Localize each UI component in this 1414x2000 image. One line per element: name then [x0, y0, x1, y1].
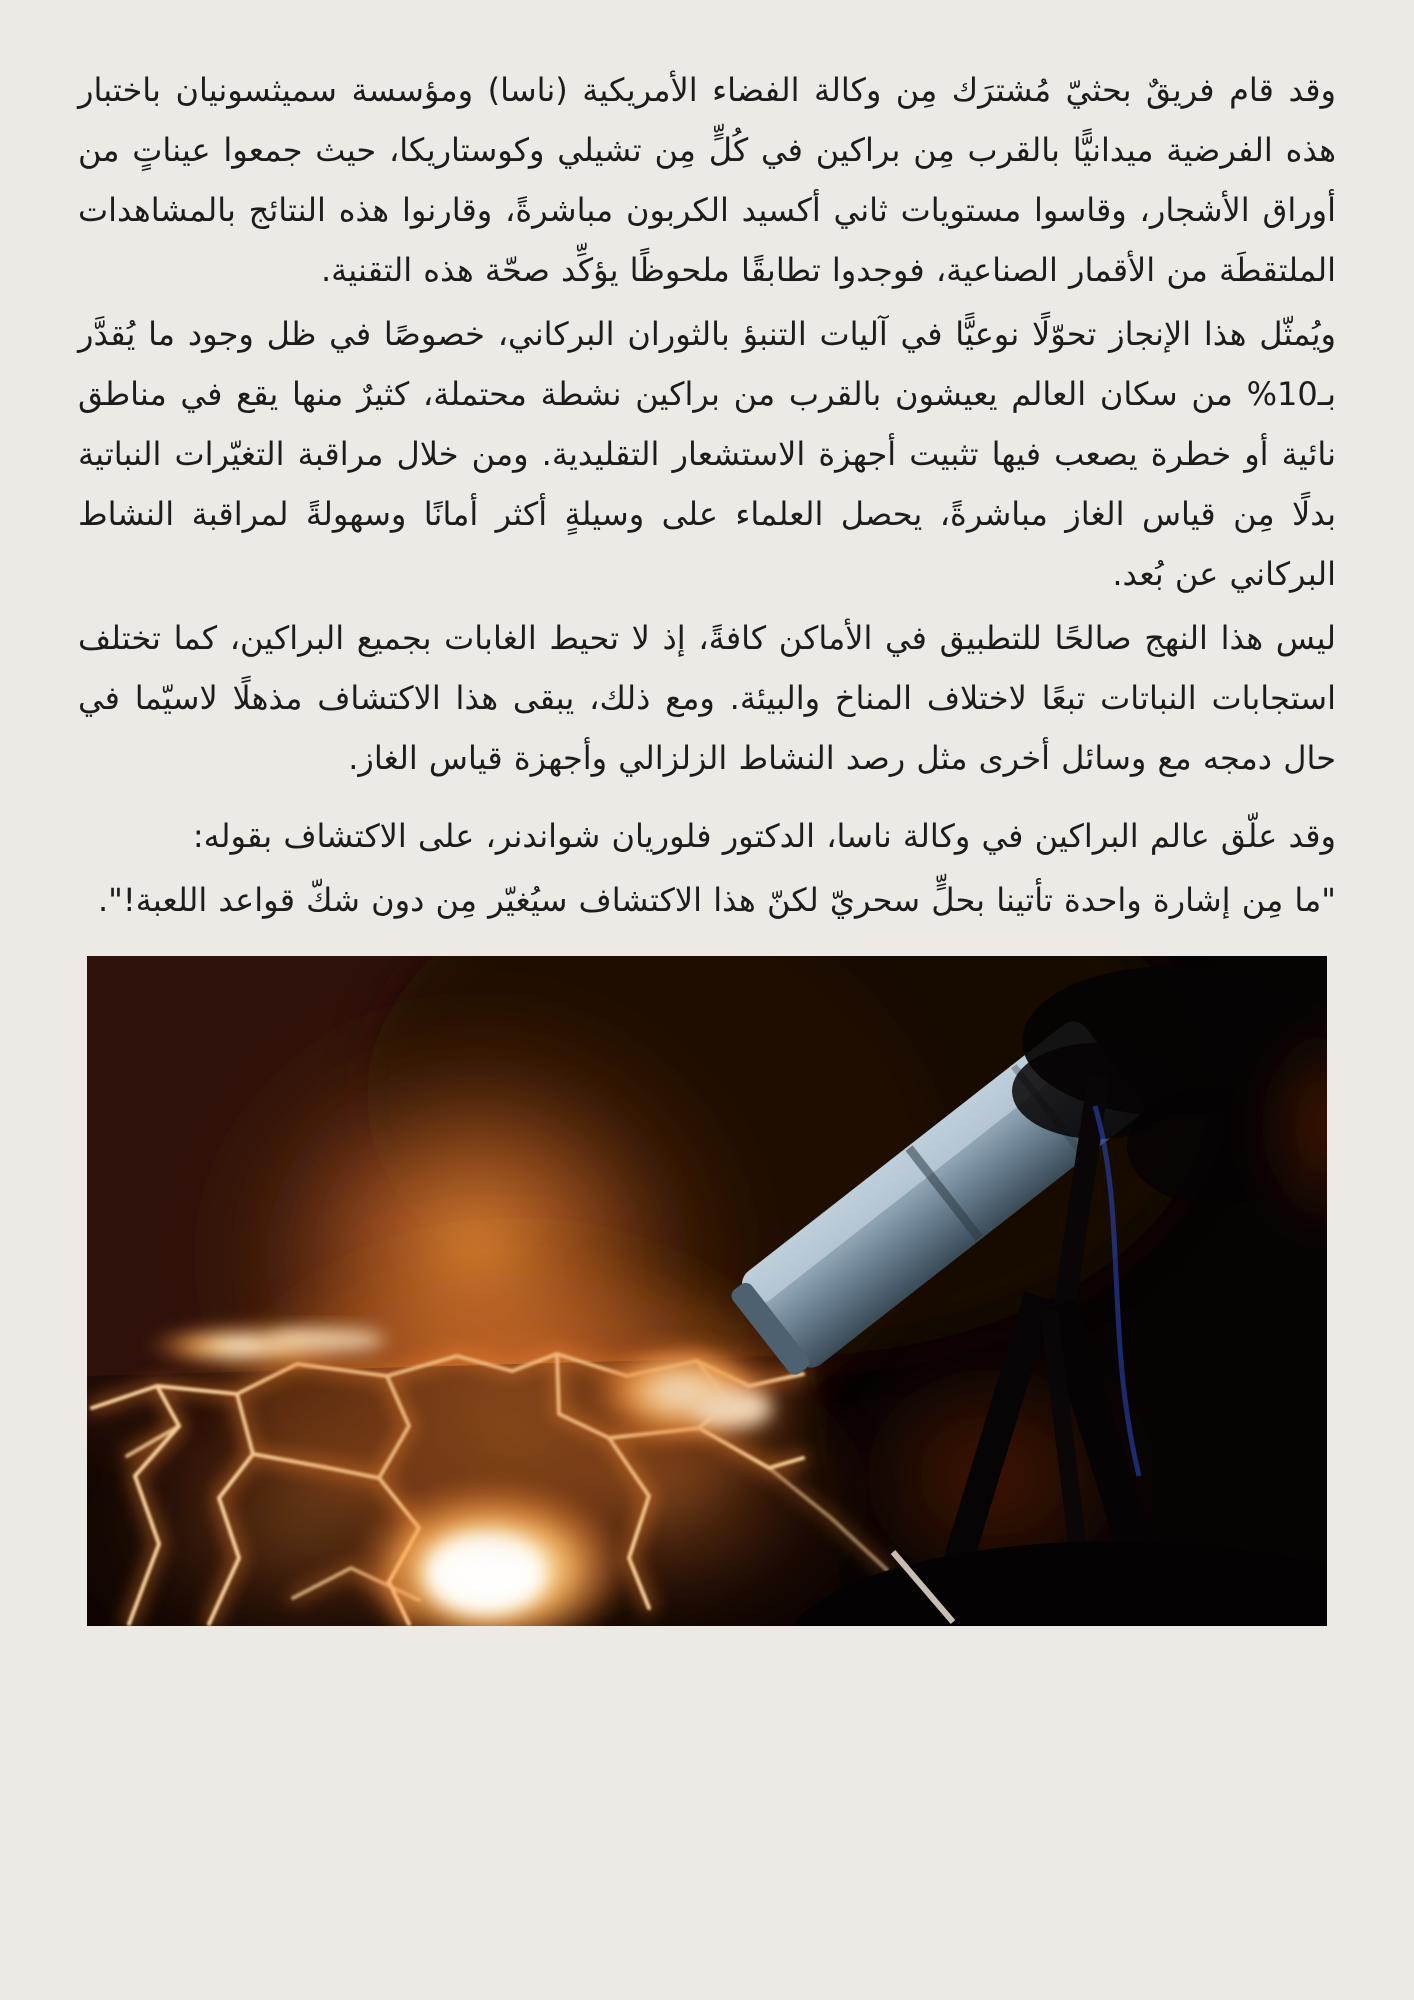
- volcano-night-photo: [87, 956, 1327, 1626]
- smoke-overlay: [237, 1266, 797, 1526]
- article-paragraph-quote: "ما مِن إشارة واحدة تأتينا بحلٍّ سحريّ لكنّ هذا الاكتشاف سيُغيّر مِن دون شكّ قواعد اللعبة!".: [98, 881, 1336, 919]
- article-paragraph-2: ويُمثّل هذا الإنجاز تحوّلًا نوعيًّا في آليات التنبؤ بالثوران البركاني، خصوصًا في ظل وجود ما يُقدَّر بـ10% من سكان العالم يعيشون بالقرب من براكين نشطة محتملة، كثيرٌ منها يقع في مناطق نائية أو خطرة يصعب فيها تثبيت أجهزة الاستشعار التقليدية. ومن خلال مراقبة التغيّرات النباتية بدلًا مِن قياس الغاز مباشرةً، يحصل العلماء على وسيلةٍ أكثر أمانًا وسهولةً لمراقبة النشاط البركاني عن بُعد.: [78, 315, 1336, 593]
- article-body: [78, 60, 1336, 1626]
- article-paragraph-quote-intro: وقد علّق عالم البراكين في وكالة ناسا، الدكتور فلوريان شواندنر، على الاكتشاف بقوله:: [192, 817, 1336, 855]
- volcano-photo-canvas: [87, 956, 1327, 1626]
- article-paragraph-1: وقد قام فريقٌ بحثيّ مُشترَك مِن وكالة الفضاء الأمريكية (ناسا) ومؤسسة سميثسونيان باختبار هذه الفرضية ميدانيًّا بالقرب مِن براكين في كُلٍّ مِن تشيلي وكوستاريكا، حيث جمعوا عيناتٍ من أوراق الأشجار، وقاسوا مستويات ثاني أكسيد الكربون مباشرةً، وقارنوا هذه النتائج بالمشاهدات الملتقطَة من الأقمار الصناعية، فوجدوا تطابقًا ملحوظًا يؤكِّد صحّة هذه التقنية.: [78, 71, 1336, 289]
- article-paragraph-3: ليس هذا النهج صالحًا للتطبيق في الأماكن كافةً، إذ لا تحيط الغابات بجميع البراكين، كما تختلف استجابات النباتات تبعًا لاختلاف المناخ والبيئة. ومع ذلك، يبقى هذا الاكتشاف مذهلًا لاسيّما في حال دمجه مع وسائل أخرى مثل رصد النشاط الزلزالي وأجهزة قياس الغاز.: [78, 619, 1336, 777]
